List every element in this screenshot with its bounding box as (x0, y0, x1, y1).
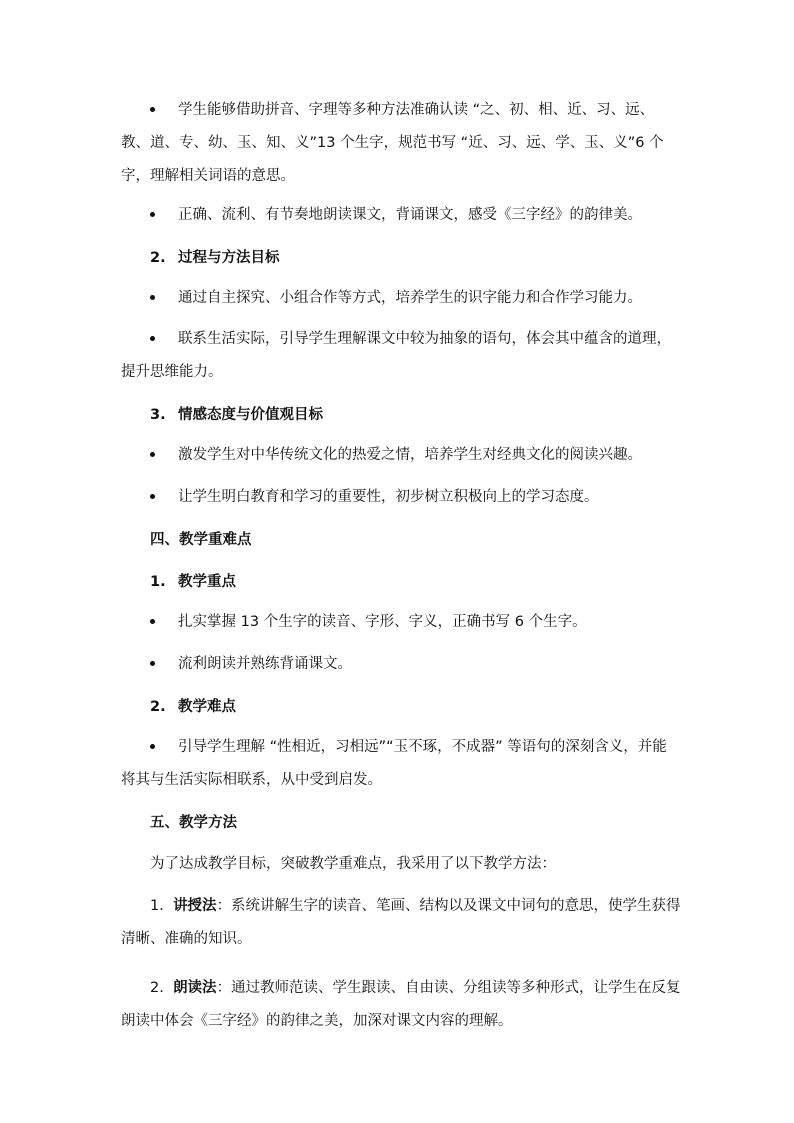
list-item (121, 199, 681, 232)
list-item-text: 学生能够借助拼音、字理等多种方法准确认读 “之、初、相、近、习、远、教、道、专、幼、玉、知、义”13 个生字，规范书写 “近、习、远、学、玉、义”6 个字，理解相关词语的意思。 (121, 102, 664, 184)
list-item-text: 正确、流利、有节奏地朗读课文，背诵课文，感受《三字经》的韵律美。 (178, 207, 642, 223)
bullet-icon (150, 744, 155, 749)
method-item: 1. 讲授法：系统讲解生字的读音、笔画、结构以及课文中词句的意思，使学生获得清晰、准确的知识。 (121, 898, 681, 947)
list-item (121, 439, 681, 472)
bullet-icon (150, 336, 155, 341)
intro-paragraph: 为了达成教学目标，突破教学重难点，我采用了以下教学方法： (150, 856, 556, 872)
list-item-text: 流利朗读并熟练背诵课文。 (178, 656, 352, 672)
list-item-text: 激发学生对中华传统文化的热爱之情，培养学生对经典文化的阅读兴趣。 (178, 447, 642, 463)
list-item-text: 通过自主探究、小组合作等方式，培养学生的识字能力和合作学习能力。 (178, 290, 642, 306)
list-item-text: 引导学生理解 “性相近，习相远”“玉不琢，不成器” 等语句的深刻含义，并能将其与生活实际相联系，从中受到启发。 (121, 739, 667, 788)
bullet-icon (150, 494, 155, 499)
list-item-text: 扎实掌握 13 个生字的读音、字形、字义，正确书写 6 个生字。 (178, 614, 587, 630)
list-item (121, 94, 681, 193)
bullet-icon (150, 661, 155, 666)
method-item: 2. 朗读法：通过教师范读、学生跟读、自由读、分组读等多种形式，让学生在反复朗读中体会《三字经》的韵律之美，加深对课文内容的理解。 (121, 980, 681, 1029)
section-heading: 2. 过程与方法目标 (150, 250, 280, 266)
list-item (121, 606, 681, 639)
method-name: 讲授法 (173, 898, 217, 914)
list-item (121, 282, 681, 315)
section-title: 四、教学重难点 (150, 532, 252, 548)
section-title: 五、教学方法 (150, 815, 237, 831)
bullet-icon (150, 295, 155, 300)
bullet-icon (150, 452, 155, 457)
list-item-text: 让学生明白教育和学习的重要性，初步树立积极向上的学习态度。 (178, 489, 599, 505)
method-name: 朗读法 (173, 980, 217, 996)
list-item (121, 323, 681, 389)
section-heading: 3. 情感态度与价值观目标 (150, 407, 323, 423)
section-heading: 2. 教学难点 (150, 699, 236, 715)
list-item (121, 731, 681, 797)
list-item (121, 481, 681, 514)
list-item-text: 联系生活实际，引导学生理解课文中较为抽象的语句，体会其中蕴含的道理，提升思维能力。 (121, 331, 671, 380)
list-item (121, 648, 681, 681)
bullet-icon (150, 212, 155, 217)
bullet-icon (150, 619, 155, 624)
section-heading: 1. 教学重点 (150, 574, 236, 590)
bullet-icon (150, 107, 155, 112)
